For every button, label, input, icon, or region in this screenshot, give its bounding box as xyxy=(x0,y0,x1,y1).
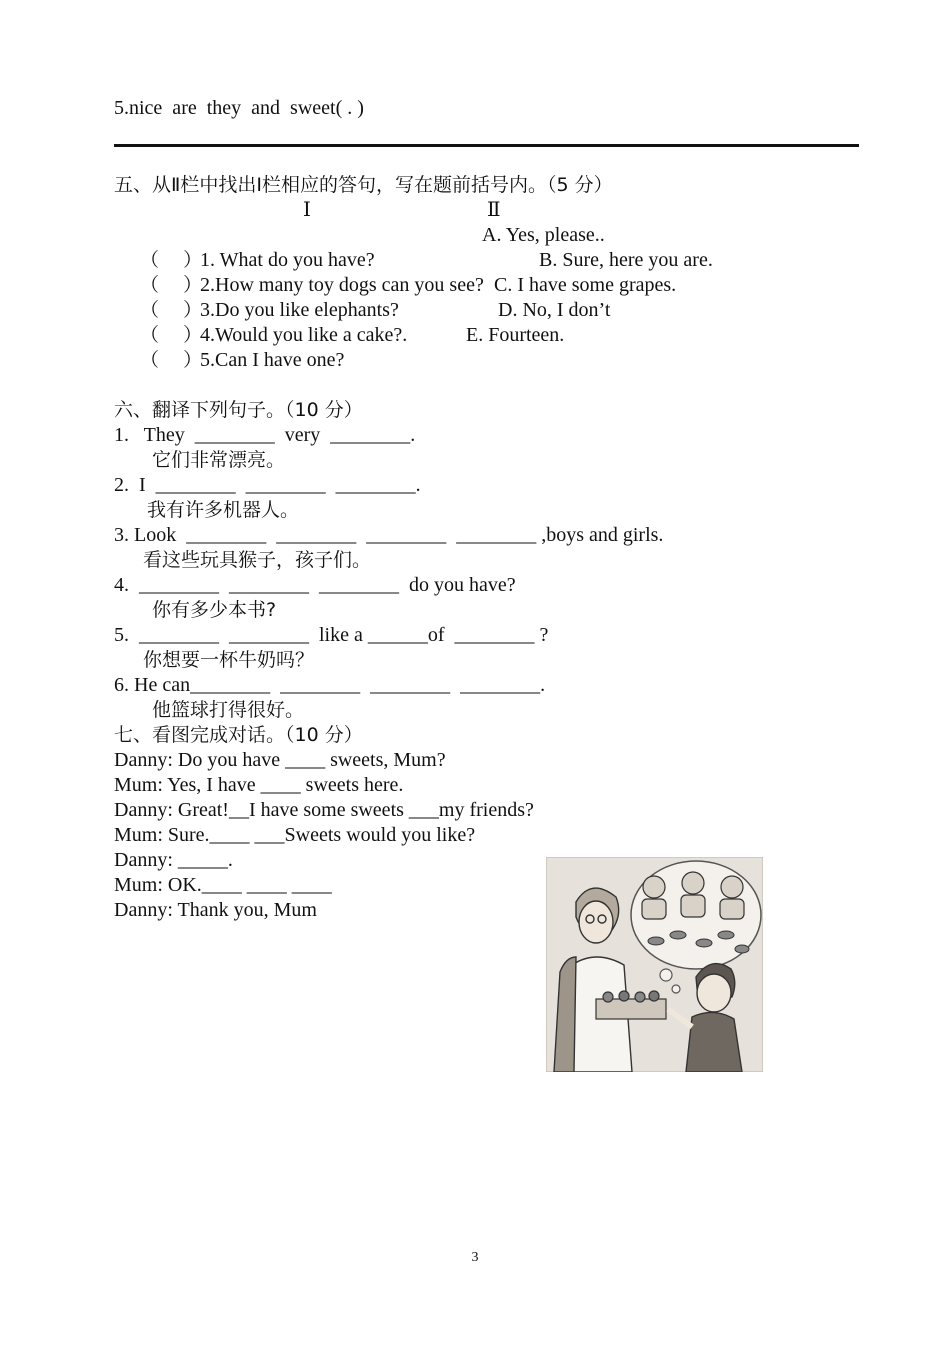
answer-option: E. Fourteen. xyxy=(466,324,565,346)
illustration-mum-and-boy xyxy=(546,857,763,1072)
question: 5.Can I have one? xyxy=(200,349,345,371)
dialogue-line-2: Mum: Yes, I have ____ sweets here. xyxy=(114,774,404,796)
dialogue-line-4: Mum: Sure.____ ___Sweets would you like? xyxy=(114,824,476,846)
translate-hint-6: 他篮球打得很好。 xyxy=(152,699,305,721)
q4-item-5: 5.nice are they and sweet( . ) xyxy=(114,97,364,119)
translate-hint-2: 我有许多机器人。 xyxy=(147,499,300,521)
section6-title: 六、翻译下列句子。（10 分） xyxy=(114,399,363,421)
translate-item-1: 1. They ________ very ________. xyxy=(114,424,416,446)
translate-hint-3: 看这些玩具猴子，孩子们。 xyxy=(143,549,372,571)
friends-in-thought xyxy=(642,872,744,919)
answer-parens[interactable]: （ ） xyxy=(140,299,203,321)
question: 3.Do you like elephants? xyxy=(200,299,399,321)
answer-option: A. Yes, please.. xyxy=(482,224,605,246)
translate-item-6: 6. He can________ ________ ________ ________. xyxy=(114,674,546,696)
translate-item-2: 2. I ________ ________ ________. xyxy=(114,474,421,496)
answer-line xyxy=(114,144,859,147)
dialogue-line-3: Danny: Great!__I have some sweets ___my friends? xyxy=(114,799,534,821)
answer-parens[interactable]: （ ） xyxy=(140,349,203,371)
translate-item-4: 4. ________ ________ ________ do you have? xyxy=(114,574,516,596)
answer-option: D. No, I don’t xyxy=(498,299,611,321)
column-2-header: Ⅱ xyxy=(487,199,501,221)
answer-parens[interactable]: （ ） xyxy=(140,274,203,296)
answer-option: C. I have some grapes. xyxy=(494,274,677,296)
answer-option: B. Sure, here you are. xyxy=(539,249,713,271)
page-number: 3 xyxy=(471,1250,479,1265)
section5-title: 五、从Ⅱ栏中找出Ⅰ栏相应的答句，写在题前括号内。（5 分） xyxy=(114,174,613,196)
translate-hint-5: 你想要一杯牛奶吗？ xyxy=(143,649,315,671)
section7-title: 七、看图完成对话。（10 分） xyxy=(114,724,363,746)
question: 2.How many toy dogs can you see? xyxy=(200,274,484,296)
question: 4.Would you like a cake?. xyxy=(200,324,408,346)
question: 1. What do you have? xyxy=(200,249,375,271)
translate-item-5: 5. ________ ________ like a ______of ________ ? xyxy=(114,624,549,646)
translate-hint-4: 你有多少本书? xyxy=(152,599,277,621)
dialogue-line-7: Danny: Thank you, Mum xyxy=(114,899,317,921)
answer-parens[interactable]: （ ） xyxy=(140,249,203,271)
dialogue-line-1: Danny: Do you have ____ sweets, Mum? xyxy=(114,749,446,771)
column-1-header: Ⅰ xyxy=(303,199,311,221)
translate-item-3: 3. Look ________ ________ ________ ________ ,boys and girls. xyxy=(114,524,664,546)
dialogue-line-5: Danny: _____. xyxy=(114,849,233,871)
translate-hint-1: 它们非常漂亮。 xyxy=(152,449,286,471)
dialogue-line-6: Mum: OK.____ ____ ____ xyxy=(114,874,332,896)
answer-parens[interactable]: （ ） xyxy=(140,324,203,346)
